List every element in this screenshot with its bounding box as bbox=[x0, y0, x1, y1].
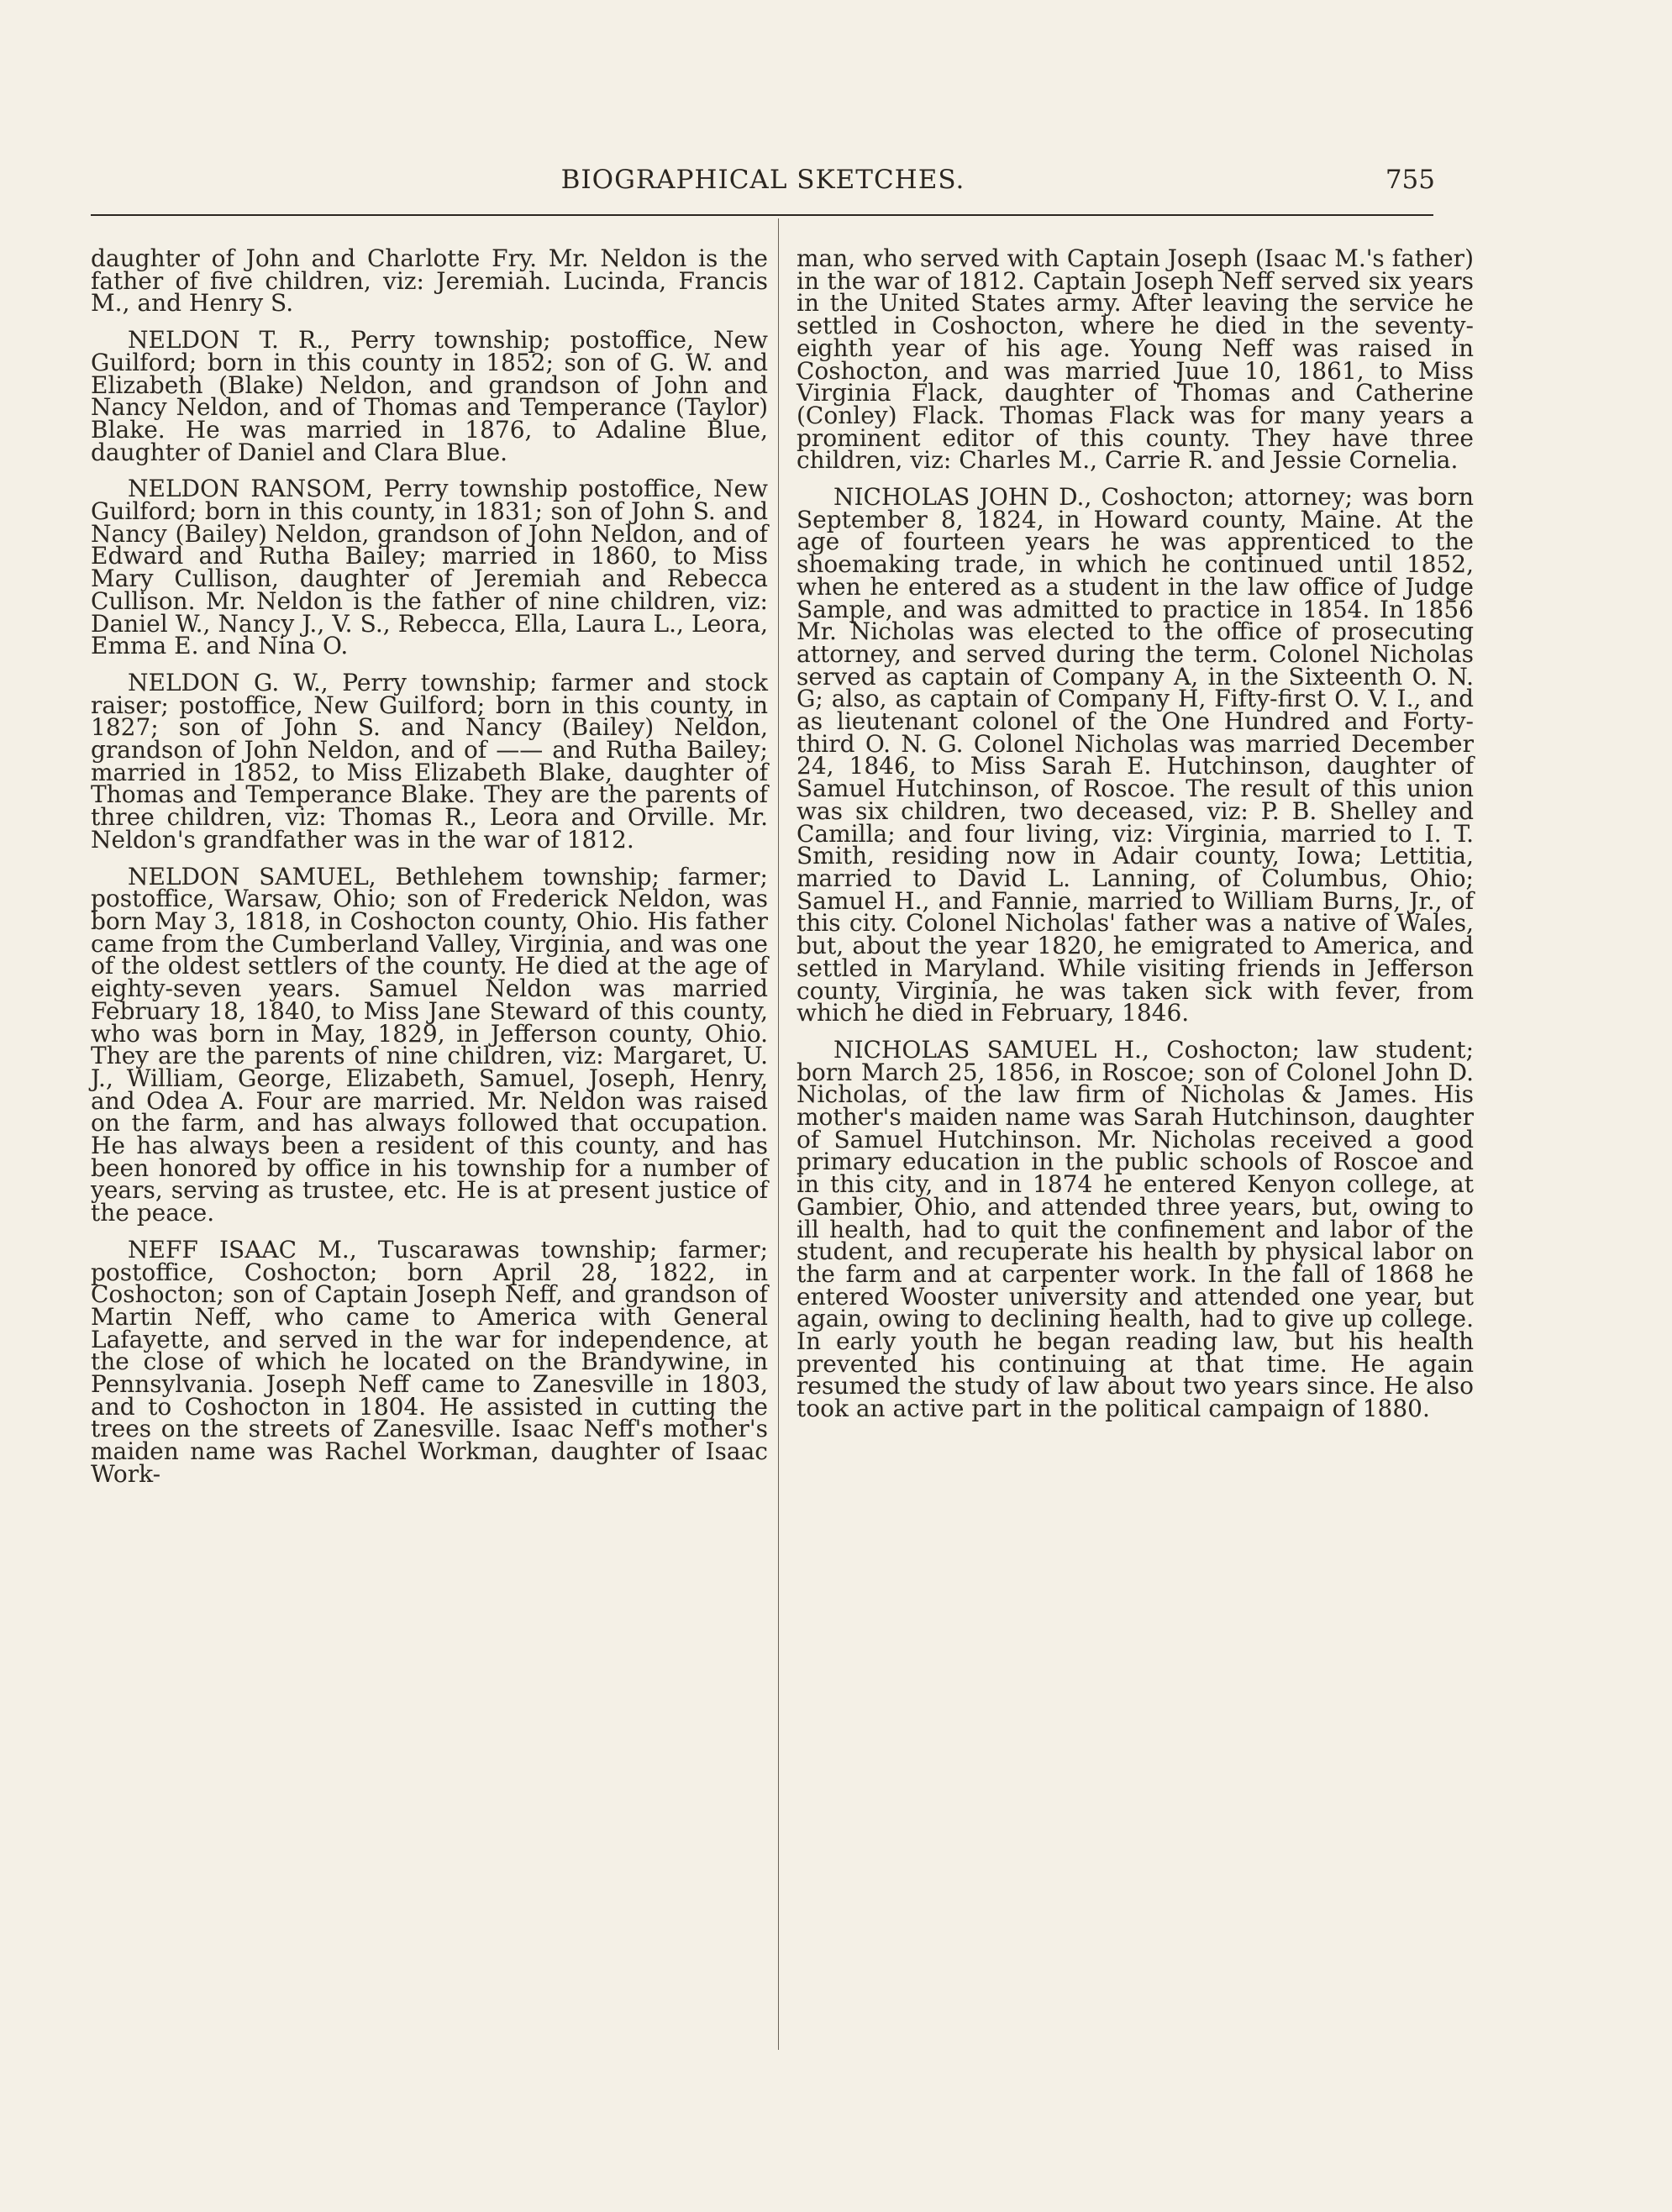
header-rule bbox=[91, 214, 1433, 216]
continuation-paragraph: daughter of John and Charlotte Fry. Mr. Neldon is the father of five children, viz: Jeremiah. Lucinda, Francis M., and Henry S. bbox=[91, 244, 768, 318]
right-column bbox=[797, 244, 1474, 1435]
entry-nicholas-john-d: NICHOLAS JOHN D., Coshocton; attorney; was born September 8, 1824, in Howard county, Maine. At the age of fourteen years he was apprenticed to the shoemaking trade, in which he continued until 1852, when he entered as a student in the law office of Judge Sample, and was admitted to practice in 1854. In 1856 Mr. Nicholas was elected to the office of prosecuting attorney, and served during the term. Colonel Nicholas served as captain of Company A, in the Sixteenth O. N. G; also, as captain of Company H, Fifty-first O. V. I., and as lieutenant colonel of the One Hundred and Forty-third O. N. G. Colonel Nicholas was married December 24, 1846, to Miss Sarah E. Hutchinson, daughter of Samuel Hutchinson, of Roscoe. The result of this union was six children, two deceased, viz: P. B. Shelley and Camilla; and four living, viz: Virginia, married to I. T. Smith, residing now in Adair county, Iowa; Lettitia, married to David L. Lanning, of Columbus, Ohio; Samuel H., and Fannie, married to William Burns, Jr., of this city. Colonel Nicholas' father was a native of Wales, but, about the year 1820, he emigrated to America, and settled in Maryland. While visiting friends in Jefferson county, Virginia, he was taken sick with fever, from which he died in February, 1846. bbox=[797, 483, 1474, 1027]
column-divider bbox=[778, 218, 779, 2050]
page-header bbox=[91, 165, 1435, 203]
entry-neldon-g-w: NELDON G. W., Perry township; farmer and stock raiser; postoffice, New Guilford; born in this county, in 1827; son of John S. and Nancy (Bailey) Neldon, grandson of John Neldon, and of —— and Rutha Bailey; married in 1852, to Miss Elizabeth Blake, daughter of Thomas and Temperance Blake. They are the parents of three children, viz: Thomas R., Leora and Orville. Mr. Neldon's grandfather was in the war of 1812. bbox=[91, 668, 768, 854]
entry-neldon-samuel: NELDON SAMUEL, Bethlehem township; farmer; postoffice, Warsaw, Ohio; son of Frederick Neldon, was born May 3, 1818, in Coshocton county, Ohio. His father came from the Cumberland Valley, Virginia, and was one of the oldest settlers of the county. He died at the age of eighty-seven years. Samuel Neldon was married February 18, 1840, to Miss Jane Steward of this county, who was born in May, 1829, in Jefferson county, Ohio. They are the parents of nine children, viz: Margaret, U. J., William, George, Elizabeth, Samuel, Joseph, Henry, and Odea A. Four are married. Mr. Neldon was raised on the farm, and has always followed that occupation. He has always been a resident of this county, and has been honored by office in his township for a number of years, serving as trustee, etc. He is at present justice of the peace. bbox=[91, 862, 768, 1227]
running-title: BIOGRAPHICAL SKETCHES. bbox=[560, 165, 965, 195]
entry-neldon-t-r: NELDON T. R., Perry township; postoffice, New Guilford; born in this county in 1852; son of G. W. and Elizabeth (Blake) Neldon, and grandson of John and Nancy Neldon, and of Thomas and Temperance (Taylor) Blake. He was married in 1876, to Adaline Blue, daughter of Daniel and Clara Blue. bbox=[91, 326, 768, 466]
entry-neff-isaac-m: NEFF ISAAC M., Tuscarawas township; farmer; postoffice, Coshocton; born April 28, 1822, in Coshocton; son of Captain Joseph Neff, and grandson of Martin Neff, who came to America with General Lafayette, and served in the war for independence, at the close of which he located on the Brandywine, in Pennsylvania. Joseph Neff came to Zanesville in 1803, and to Coshocton in 1804. He assisted in cutting the trees on the streets of Zanesville. Isaac Neff's mother's maiden name was Rachel Workman, daughter of Isaac Work- bbox=[91, 1235, 768, 1488]
entry-neldon-ransom: NELDON RANSOM, Perry township postoffice, New Guilford; born in this county, in 1831; son of John S. and Nancy (Bailey) Neldon, grandson of John Neldon, and of Edward and Rutha Bailey; married in 1860, to Miss Mary Cullison, daughter of Jeremiah and Rebecca Cullison. Mr. Neldon is the father of nine children, viz: Daniel W., Nancy J., V. S., Rebecca, Ella, Laura L., Leora, Emma E. and Nina O. bbox=[91, 475, 768, 660]
page-number: 755 bbox=[1385, 165, 1435, 195]
continuation-paragraph: man, who served with Captain Joseph (Isaac M.'s father) in the war of 1812. Captain Joseph Neff served six years in the United States army. After leaving the service he settled in Coshocton, where he died in the seventy-eighth year of his age. Young Neff was raised in Coshocton, and was married Juue 10, 1861, to Miss Virginia Flack, daughter of Thomas and Catherine (Conley) Flack. Thomas Flack was for many years a prominent editor of this county. They have three children, viz: Charles M., Carrie R. and Jessie Cornelia. bbox=[797, 244, 1474, 475]
left-column bbox=[91, 244, 768, 1500]
entry-nicholas-samuel-h: NICHOLAS SAMUEL H., Coshocton; law student; born March 25, 1856, in Roscoe; son of Colonel John D. Nicholas, of the law firm of Nicholas & James. His mother's maiden name was Sarah Hutchinson, daughter of Samuel Hutchinson. Mr. Nicholas received a good primary education in the public schools of Roscoe and in this city, and in 1874 he entered Kenyon college, at Gambier, Ohio, and attended three years, but, owing to ill health, had to quit the confinement and labor of the student, and recuperate his health by physical labor on the farm and at carpenter work. In the fall of 1868 he entered Wooster university and attended one year, but again, owing to declining health, had to give up college. In early youth he began reading law, but his health prevented his continuing at that time. He again resumed the study of law about two years since. He also took an active part in the political campaign of 1880. bbox=[797, 1035, 1474, 1423]
